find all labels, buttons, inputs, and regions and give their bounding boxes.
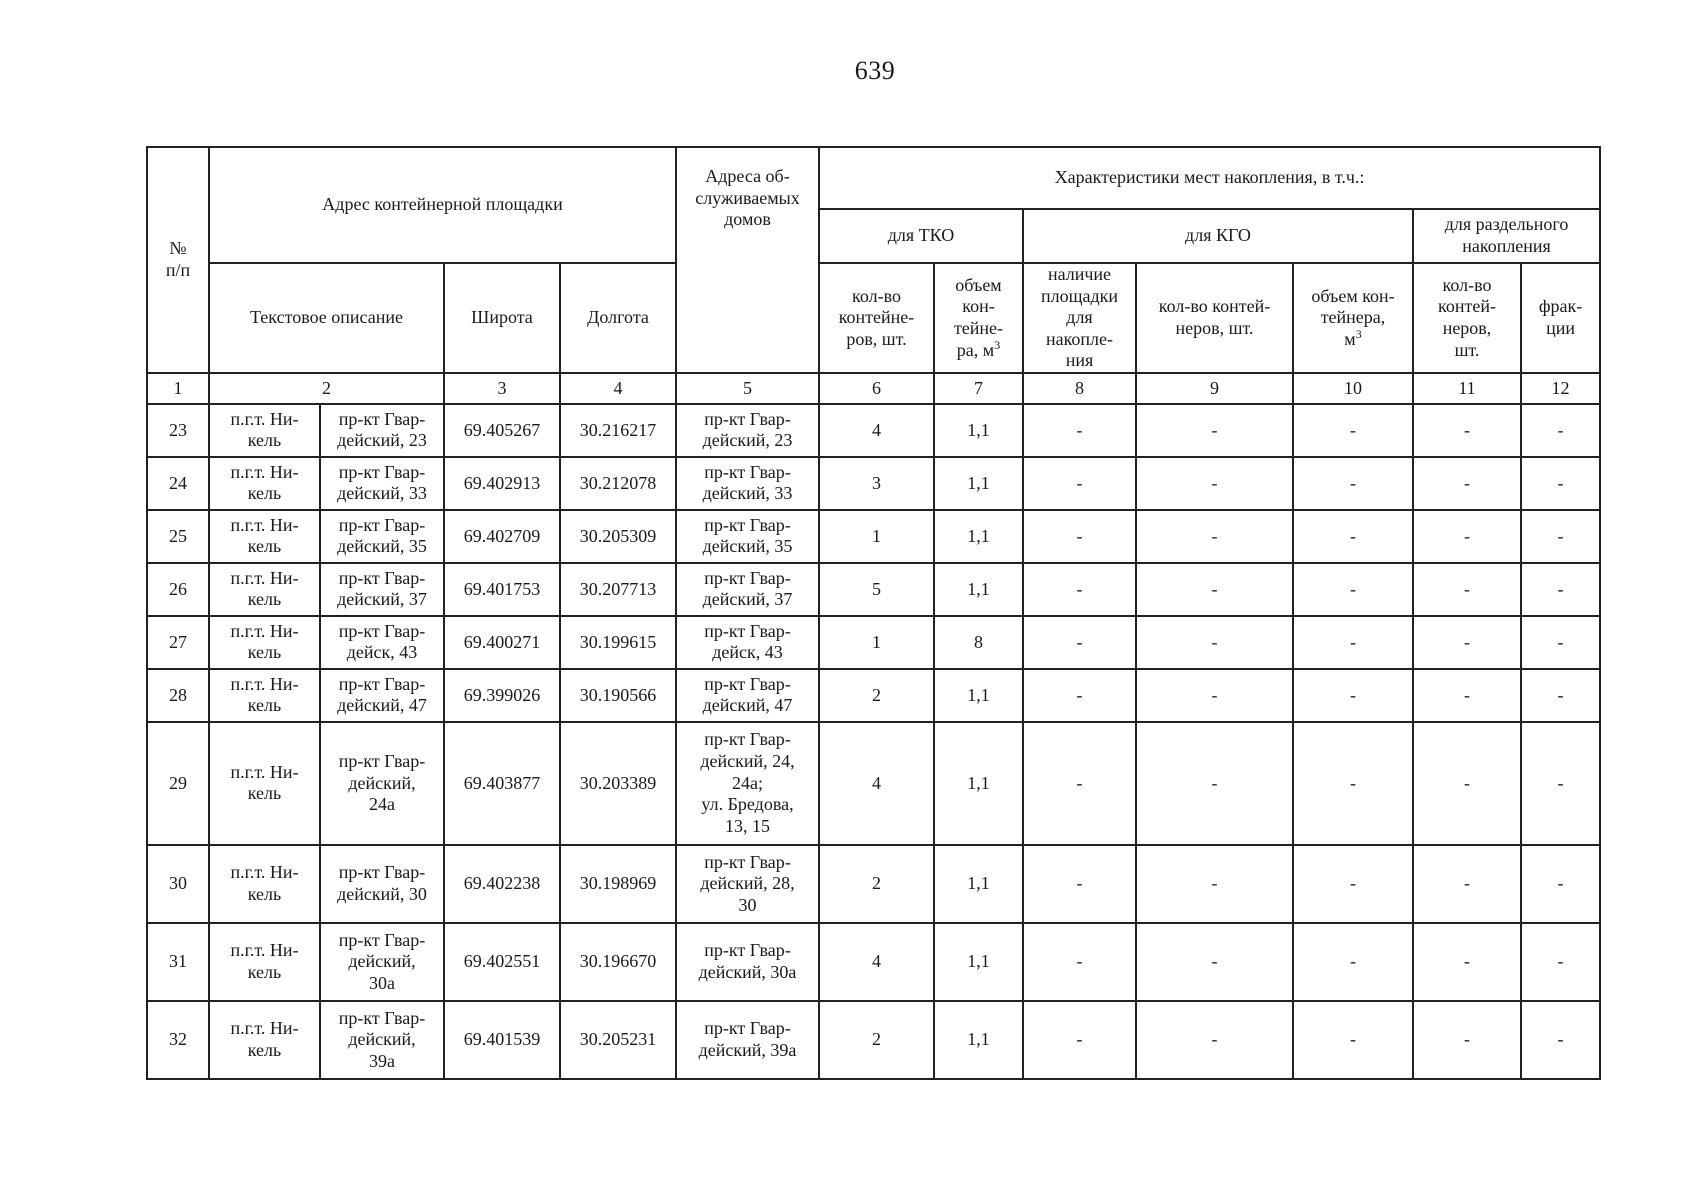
col-number: 5 bbox=[676, 373, 819, 404]
latitude: 69.401539 bbox=[444, 1001, 560, 1079]
sep-fraction: - bbox=[1521, 563, 1600, 616]
col-number: 11 bbox=[1413, 373, 1521, 404]
kgo-site: - bbox=[1023, 563, 1136, 616]
tko-count: 4 bbox=[819, 923, 934, 1001]
header-latitude: Широта bbox=[444, 263, 560, 373]
longitude: 30.212078 bbox=[560, 457, 676, 510]
longitude: 30.216217 bbox=[560, 404, 676, 457]
kgo-site: - bbox=[1023, 923, 1136, 1001]
row-number: 32 bbox=[147, 1001, 209, 1079]
kgo-volume: - bbox=[1293, 923, 1413, 1001]
kgo-site: - bbox=[1023, 669, 1136, 722]
kgo-count: - bbox=[1136, 510, 1293, 563]
sep-count: - bbox=[1413, 722, 1521, 845]
tko-count: 4 bbox=[819, 722, 934, 845]
column-numbers-row bbox=[147, 373, 1600, 404]
kgo-count: - bbox=[1136, 845, 1293, 923]
served-houses: пр-кт Гвар- дейский, 39а bbox=[676, 1001, 819, 1079]
sep-fraction: - bbox=[1521, 404, 1600, 457]
served-houses: пр-кт Гвар- дейский, 23 bbox=[676, 404, 819, 457]
table-row bbox=[147, 457, 1600, 510]
col-number: 10 bbox=[1293, 373, 1413, 404]
kgo-volume: - bbox=[1293, 845, 1413, 923]
longitude: 30.199615 bbox=[560, 616, 676, 669]
row-number: 31 bbox=[147, 923, 209, 1001]
col-number: 9 bbox=[1136, 373, 1293, 404]
kgo-volume: - bbox=[1293, 616, 1413, 669]
tko-volume: 1,1 bbox=[934, 1001, 1023, 1079]
sep-fraction: - bbox=[1521, 722, 1600, 845]
street-address: пр-кт Гвар- дейский, 35 bbox=[320, 510, 444, 563]
sep-count: - bbox=[1413, 923, 1521, 1001]
street-address: пр-кт Гвар- дейский, 33 bbox=[320, 457, 444, 510]
latitude: 69.400271 bbox=[444, 616, 560, 669]
header-kgo-site: наличие площадки для накопле- ния bbox=[1023, 263, 1136, 373]
latitude: 69.402913 bbox=[444, 457, 560, 510]
table-row bbox=[147, 404, 1600, 457]
row-number: 28 bbox=[147, 669, 209, 722]
tko-count: 1 bbox=[819, 616, 934, 669]
sep-fraction: - bbox=[1521, 510, 1600, 563]
tko-volume: 1,1 bbox=[934, 457, 1023, 510]
sep-count: - bbox=[1413, 1001, 1521, 1079]
kgo-volume: - bbox=[1293, 1001, 1413, 1079]
header-longitude: Долгота bbox=[560, 263, 676, 373]
street-address: пр-кт Гвар- дейский, 30 bbox=[320, 845, 444, 923]
kgo-volume: - bbox=[1293, 563, 1413, 616]
longitude: 30.205309 bbox=[560, 510, 676, 563]
header-sep-count: кол-во контей- неров, шт. bbox=[1413, 263, 1521, 373]
served-houses: пр-кт Гвар- дейский, 24, 24а; ул. Бредова, 13, 15 bbox=[676, 722, 819, 845]
row-number: 29 bbox=[147, 722, 209, 845]
row-number: 30 bbox=[147, 845, 209, 923]
header-tko-volume: объем кон- тейне- ра, $м^3$ bbox=[934, 263, 1023, 373]
street-address: пр-кт Гвар- дейский, 37 bbox=[320, 563, 444, 616]
served-houses: пр-кт Гвар- дейский, 47 bbox=[676, 669, 819, 722]
table-row bbox=[147, 1001, 1600, 1079]
longitude: 30.205231 bbox=[560, 1001, 676, 1079]
row-number: 25 bbox=[147, 510, 209, 563]
kgo-count: - bbox=[1136, 404, 1293, 457]
sep-count: - bbox=[1413, 669, 1521, 722]
kgo-count: - bbox=[1136, 669, 1293, 722]
table-row bbox=[147, 669, 1600, 722]
tko-count: 1 bbox=[819, 510, 934, 563]
latitude: 69.403877 bbox=[444, 722, 560, 845]
street-address: пр-кт Гвар- дейский, 30а bbox=[320, 923, 444, 1001]
kgo-site: - bbox=[1023, 722, 1136, 845]
latitude: 69.405267 bbox=[444, 404, 560, 457]
tko-volume: 8 bbox=[934, 616, 1023, 669]
tko-volume: 1,1 bbox=[934, 563, 1023, 616]
row-number: 26 bbox=[147, 563, 209, 616]
header-characteristics: Характеристики мест накопления, в т.ч.: bbox=[819, 147, 1600, 209]
kgo-count: - bbox=[1136, 457, 1293, 510]
latitude: 69.401753 bbox=[444, 563, 560, 616]
page-number: 639 bbox=[854, 56, 896, 85]
tko-count: 5 bbox=[819, 563, 934, 616]
header-sep-fraction: фрак- ции bbox=[1521, 263, 1600, 373]
settlement: п.г.т. Ни- кель bbox=[209, 457, 320, 510]
table-row bbox=[147, 510, 1600, 563]
tko-volume: 1,1 bbox=[934, 722, 1023, 845]
longitude: 30.203389 bbox=[560, 722, 676, 845]
longitude: 30.198969 bbox=[560, 845, 676, 923]
settlement: п.г.т. Ни- кель bbox=[209, 722, 320, 845]
longitude: 30.190566 bbox=[560, 669, 676, 722]
latitude: 69.402551 bbox=[444, 923, 560, 1001]
sep-count: - bbox=[1413, 563, 1521, 616]
settlement: п.г.т. Ни- кель bbox=[209, 923, 320, 1001]
table-row bbox=[147, 616, 1600, 669]
header-address: Адрес контейнерной площадки bbox=[209, 147, 676, 263]
col-number: 12 bbox=[1521, 373, 1600, 404]
latitude: 69.399026 bbox=[444, 669, 560, 722]
row-number: 24 bbox=[147, 457, 209, 510]
served-houses: пр-кт Гвар- дейский, 37 bbox=[676, 563, 819, 616]
kgo-count: - bbox=[1136, 722, 1293, 845]
kgo-count: - bbox=[1136, 563, 1293, 616]
kgo-volume: - bbox=[1293, 457, 1413, 510]
sep-fraction: - bbox=[1521, 1001, 1600, 1079]
col-number: 4 bbox=[560, 373, 676, 404]
longitude: 30.207713 bbox=[560, 563, 676, 616]
settlement: п.г.т. Ни- кель bbox=[209, 845, 320, 923]
served-houses: пр-кт Гвар- дейский, 33 bbox=[676, 457, 819, 510]
served-houses: пр-кт Гвар- дейск, 43 bbox=[676, 616, 819, 669]
header-number: № п/п bbox=[147, 147, 209, 373]
settlement: п.г.т. Ни- кель bbox=[209, 510, 320, 563]
sep-fraction: - bbox=[1521, 457, 1600, 510]
sep-fraction: - bbox=[1521, 669, 1600, 722]
col-number: 8 bbox=[1023, 373, 1136, 404]
settlement: п.г.т. Ни- кель bbox=[209, 669, 320, 722]
latitude: 69.402238 bbox=[444, 845, 560, 923]
tko-volume: 1,1 bbox=[934, 669, 1023, 722]
col-number: 2 bbox=[209, 373, 444, 404]
header-served-houses: Адреса об- служиваемых домов bbox=[676, 147, 819, 373]
header-text-description: Текстовое описание bbox=[209, 263, 444, 373]
settlement: п.г.т. Ни- кель bbox=[209, 563, 320, 616]
sep-fraction: - bbox=[1521, 845, 1600, 923]
sep-count: - bbox=[1413, 845, 1521, 923]
kgo-count: - bbox=[1136, 616, 1293, 669]
table-row bbox=[147, 722, 1600, 845]
served-houses: пр-кт Гвар- дейский, 35 bbox=[676, 510, 819, 563]
kgo-volume: - bbox=[1293, 669, 1413, 722]
tko-volume: 1,1 bbox=[934, 510, 1023, 563]
kgo-count: - bbox=[1136, 923, 1293, 1001]
settlement: п.г.т. Ни- кель bbox=[209, 616, 320, 669]
col-number: 6 bbox=[819, 373, 934, 404]
kgo-volume: - bbox=[1293, 404, 1413, 457]
tko-count: 2 bbox=[819, 669, 934, 722]
kgo-volume: - bbox=[1293, 510, 1413, 563]
kgo-site: - bbox=[1023, 457, 1136, 510]
tko-count: 2 bbox=[819, 845, 934, 923]
longitude: 30.196670 bbox=[560, 923, 676, 1001]
kgo-site: - bbox=[1023, 1001, 1136, 1079]
header-kgo-count: кол-во контей- неров, шт. bbox=[1136, 263, 1293, 373]
header-kgo: для КГО bbox=[1023, 209, 1413, 263]
latitude: 69.402709 bbox=[444, 510, 560, 563]
header-kgo-volume: объем кон- тейнера, $м^3$ bbox=[1293, 263, 1413, 373]
kgo-site: - bbox=[1023, 616, 1136, 669]
street-address: пр-кт Гвар- дейский, 23 bbox=[320, 404, 444, 457]
table-row bbox=[147, 563, 1600, 616]
header-separate: для раздельного накопления bbox=[1413, 209, 1600, 263]
sep-count: - bbox=[1413, 404, 1521, 457]
served-houses: пр-кт Гвар- дейский, 28, 30 bbox=[676, 845, 819, 923]
street-address: пр-кт Гвар- дейский, 39а bbox=[320, 1001, 444, 1079]
served-houses: пр-кт Гвар- дейский, 30а bbox=[676, 923, 819, 1001]
tko-count: 2 bbox=[819, 1001, 934, 1079]
sep-count: - bbox=[1413, 510, 1521, 563]
street-address: пр-кт Гвар- дейский, 24а bbox=[320, 722, 444, 845]
kgo-site: - bbox=[1023, 510, 1136, 563]
tko-count: 3 bbox=[819, 457, 934, 510]
col-number: 7 bbox=[934, 373, 1023, 404]
table-row bbox=[147, 923, 1600, 1001]
sep-fraction: - bbox=[1521, 616, 1600, 669]
street-address: пр-кт Гвар- дейский, 47 bbox=[320, 669, 444, 722]
kgo-count: - bbox=[1136, 1001, 1293, 1079]
header-tko: для ТКО bbox=[819, 209, 1023, 263]
container-sites-table bbox=[146, 146, 1601, 1080]
row-number: 27 bbox=[147, 616, 209, 669]
tko-count: 4 bbox=[819, 404, 934, 457]
row-number: 23 bbox=[147, 404, 209, 457]
settlement: п.г.т. Ни- кель bbox=[209, 404, 320, 457]
col-number: 1 bbox=[147, 373, 209, 404]
street-address: пр-кт Гвар- дейск, 43 bbox=[320, 616, 444, 669]
sep-fraction: - bbox=[1521, 923, 1600, 1001]
sep-count: - bbox=[1413, 457, 1521, 510]
kgo-site: - bbox=[1023, 404, 1136, 457]
header-tko-count: кол-во контейне- ров, шт. bbox=[819, 263, 934, 373]
settlement: п.г.т. Ни- кель bbox=[209, 1001, 320, 1079]
kgo-volume: - bbox=[1293, 722, 1413, 845]
col-number: 3 bbox=[444, 373, 560, 404]
sep-count: - bbox=[1413, 616, 1521, 669]
tko-volume: 1,1 bbox=[934, 845, 1023, 923]
tko-volume: 1,1 bbox=[934, 923, 1023, 1001]
tko-volume: 1,1 bbox=[934, 404, 1023, 457]
kgo-site: - bbox=[1023, 845, 1136, 923]
table-row bbox=[147, 845, 1600, 923]
